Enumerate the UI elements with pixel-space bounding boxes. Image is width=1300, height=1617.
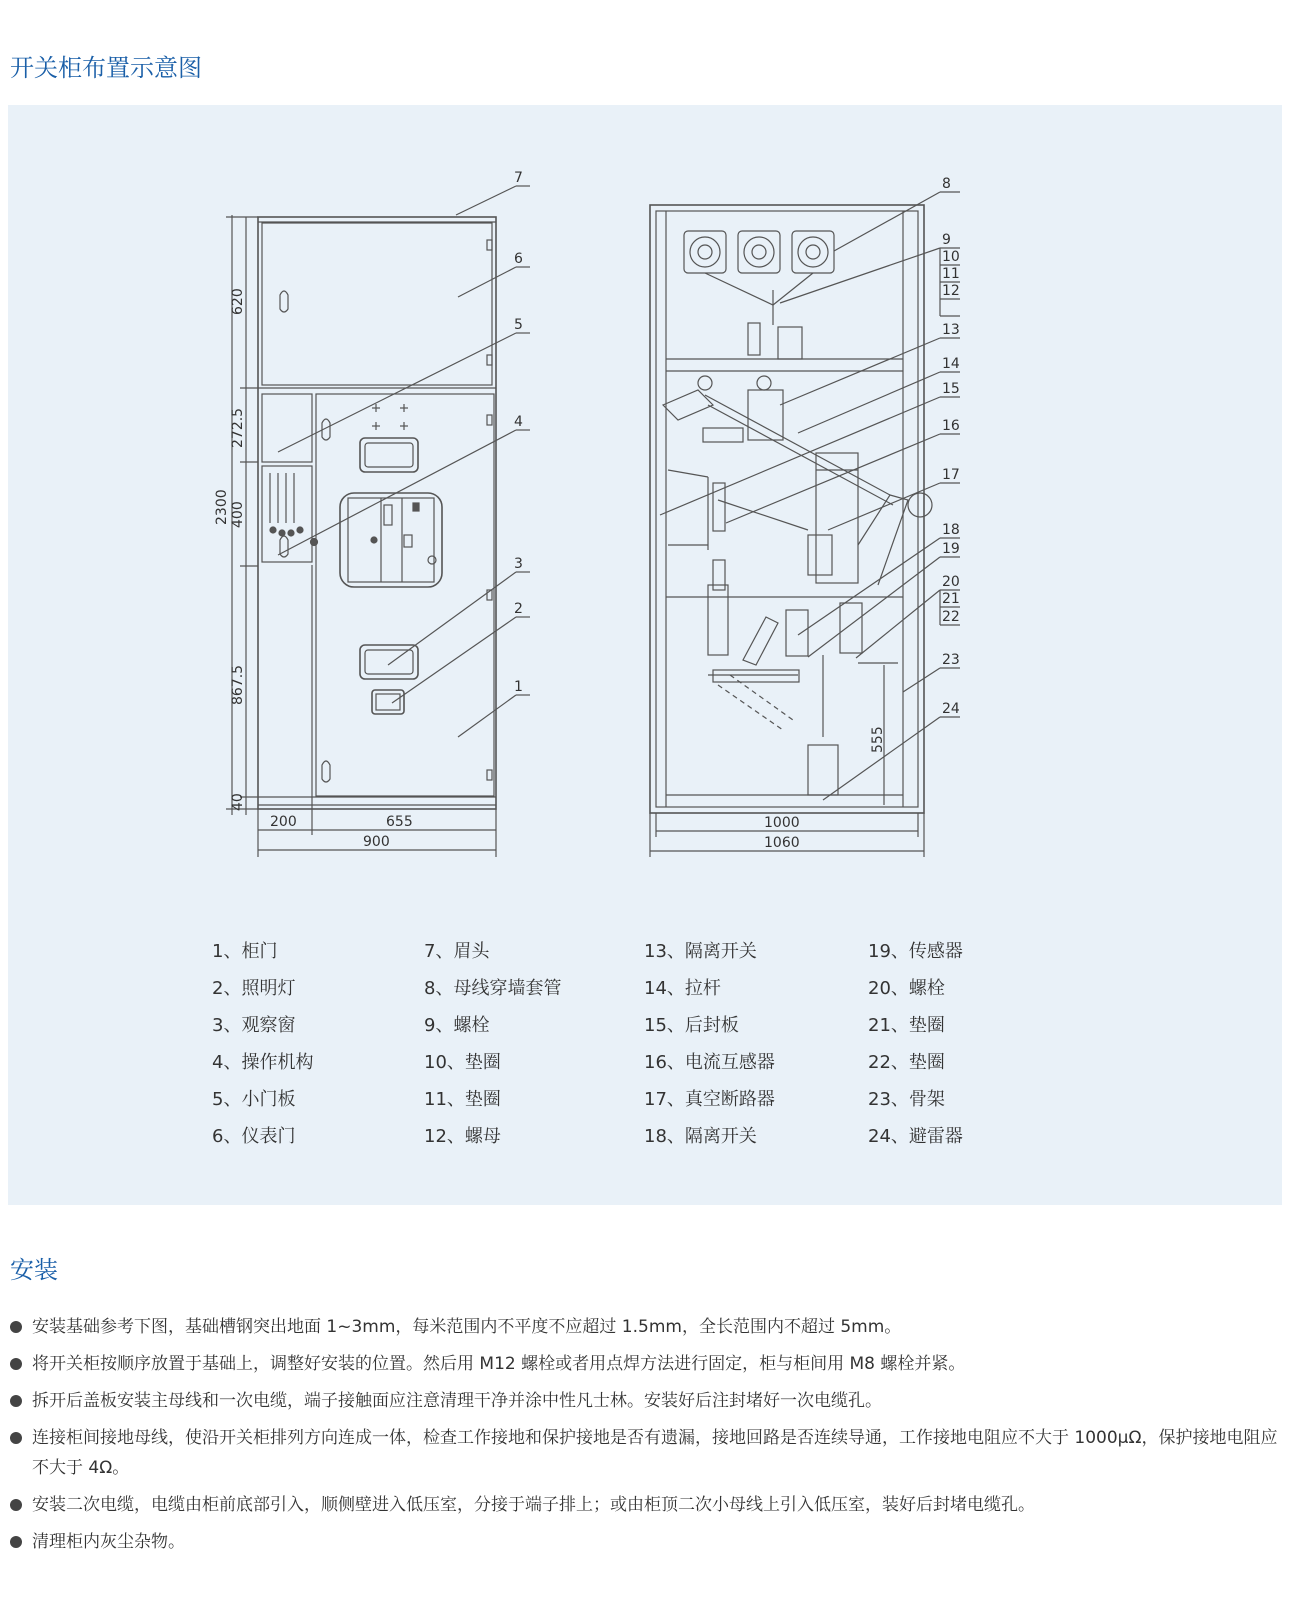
dim-1000: 1000 (764, 815, 800, 831)
install-text: 拆开后盖板安装主母线和一次电缆，端子接触面应注意清理干净并涂中性凡士林。安装好后注封堵好一次电缆孔。 (32, 1391, 882, 1411)
parts-legend (212, 933, 1112, 1163)
callout-17: 17 (942, 467, 960, 483)
dim-867-5: 867.5 (230, 664, 246, 705)
dim-272-5: 272.5 (230, 407, 246, 448)
switchgear-drawing (8, 105, 1282, 925)
callout-7: 7 (514, 170, 523, 186)
bullet-icon (10, 1321, 22, 1333)
install-list (10, 1312, 1280, 1564)
legend-item: 17、真空断路器 (644, 1089, 775, 1110)
section-title-layout: 开关柜布置示意图 (10, 54, 202, 82)
callout-24: 24 (942, 701, 960, 717)
callout-2: 2 (514, 601, 523, 617)
callout-12: 12 (942, 283, 960, 299)
legend-item: 12、螺母 (424, 1126, 501, 1147)
list-item (10, 1527, 1280, 1557)
callout-3: 3 (514, 556, 523, 572)
front-view (226, 186, 530, 857)
install-text: 连接柜间接地母线，使沿开关柜排列方向连成一体，检查工作接地和保护接地是否有遗漏，接地回路是否连续导通，工作接地电阻应不大于 1000μΩ，保护接地电阻应不大于 4Ω。 (32, 1428, 1278, 1478)
list-item (10, 1312, 1280, 1342)
install-text: 清理柜内灰尘杂物。 (32, 1532, 185, 1552)
side-view (650, 192, 960, 857)
install-text: 将开关柜按顺序放置于基础上，调整好安装的位置。然后用 M12 螺栓或者用点焊方法进行固定，柜与柜间用 M8 螺栓并紧。 (32, 1354, 966, 1374)
install-text: 安装二次电缆，电缆由柜前底部引入，顺侧壁进入低压室，分接于端子排上；或由柜顶二次小母线上引入低压室，装好后封堵电缆孔。 (32, 1495, 1035, 1515)
legend-item: 24、避雷器 (868, 1126, 963, 1147)
dim-620: 620 (230, 288, 246, 315)
legend-item: 16、电流互感器 (644, 1052, 775, 1073)
callout-21: 21 (942, 591, 960, 607)
bushing-group (684, 231, 834, 273)
legend-column-4 (868, 933, 963, 1155)
legend-item: 20、螺栓 (868, 978, 945, 999)
legend-item: 23、骨架 (868, 1089, 945, 1110)
callout-20: 20 (942, 574, 960, 590)
legend-item: 14、拉杆 (644, 978, 721, 999)
legend-item: 3、观察窗 (212, 1015, 296, 1036)
legend-item: 6、仪表门 (212, 1126, 296, 1147)
callout-18: 18 (942, 522, 960, 538)
list-item (10, 1349, 1280, 1379)
callout-23: 23 (942, 652, 960, 668)
dim-400: 400 (230, 501, 246, 528)
callout-4: 4 (514, 414, 523, 430)
callout-19: 19 (942, 541, 960, 557)
legend-item: 1、柜门 (212, 941, 278, 962)
legend-item: 2、照明灯 (212, 978, 296, 999)
legend-item: 18、隔离开关 (644, 1126, 757, 1147)
callout-9: 9 (942, 232, 951, 248)
diagram-panel (8, 105, 1282, 1205)
callout-8: 8 (942, 176, 951, 192)
legend-column-2 (424, 933, 561, 1155)
dim-1060: 1060 (764, 835, 800, 851)
legend-item: 15、后封板 (644, 1015, 739, 1036)
bullet-icon (10, 1499, 22, 1511)
legend-item: 10、垫圈 (424, 1052, 501, 1073)
legend-column-3 (644, 933, 775, 1155)
callout-15: 15 (942, 381, 960, 397)
section-title-install: 安装 (10, 1256, 58, 1284)
dim-200: 200 (270, 814, 297, 830)
dim-40: 40 (230, 793, 246, 811)
bullet-icon (10, 1536, 22, 1548)
install-text: 安装基础参考下图，基础槽钢突出地面 1~3mm，每米范围内不平度不应超过 1.5mm，全长范围内不超过 5mm。 (32, 1317, 902, 1337)
legend-item: 5、小门板 (212, 1089, 296, 1110)
legend-item: 19、传感器 (868, 941, 963, 962)
callout-1: 1 (514, 679, 523, 695)
list-item (10, 1386, 1280, 1416)
callout-5: 5 (514, 317, 523, 333)
legend-item: 11、垫圈 (424, 1089, 501, 1110)
legend-item: 22、垫圈 (868, 1052, 945, 1073)
list-item (10, 1490, 1280, 1520)
legend-item: 21、垫圈 (868, 1015, 945, 1036)
dim-655: 655 (386, 814, 413, 830)
callout-14: 14 (942, 356, 960, 372)
legend-column-1 (212, 933, 313, 1155)
callout-11: 11 (942, 266, 960, 282)
dim-2300: 2300 (214, 489, 230, 525)
bullet-icon (10, 1395, 22, 1407)
callout-13: 13 (942, 322, 960, 338)
callout-6: 6 (514, 251, 523, 267)
callout-16: 16 (942, 418, 960, 434)
legend-item: 4、操作机构 (212, 1052, 314, 1073)
dim-900: 900 (363, 834, 390, 850)
legend-item: 9、螺栓 (424, 1015, 490, 1036)
legend-item: 13、隔离开关 (644, 941, 757, 962)
legend-item: 7、眉头 (424, 941, 490, 962)
list-item (10, 1423, 1280, 1483)
dim-555: 555 (870, 726, 886, 753)
legend-item: 8、母线穿墙套管 (424, 978, 562, 999)
callout-22: 22 (942, 609, 960, 625)
bullet-icon (10, 1358, 22, 1370)
callout-10: 10 (942, 249, 960, 265)
bullet-icon (10, 1432, 22, 1444)
